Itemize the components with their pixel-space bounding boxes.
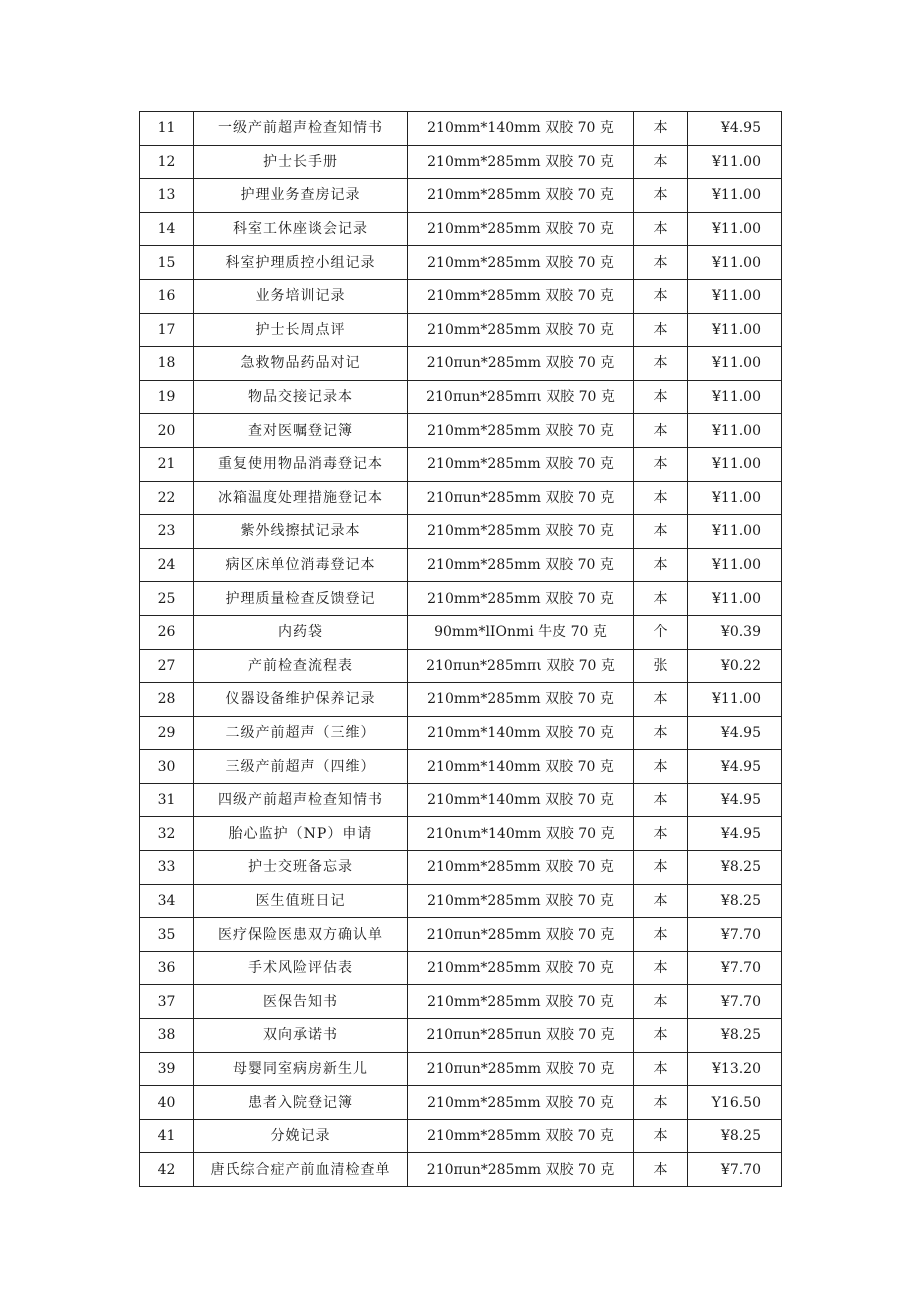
price-cell: ¥11.00 <box>688 548 782 582</box>
table-row <box>140 750 782 784</box>
price-cell: ¥11.00 <box>688 313 782 347</box>
item-name-cell: 手术风险评估表 <box>194 951 408 985</box>
unit-cell: 本 <box>634 145 688 179</box>
unit-cell: 本 <box>634 951 688 985</box>
price-cell: Y16.50 <box>688 1086 782 1120</box>
table-row <box>140 447 782 481</box>
row-number-cell: 14 <box>140 212 194 246</box>
table-row <box>140 313 782 347</box>
price-cell: ¥11.00 <box>688 279 782 313</box>
spec-cell: 210πun*285mm 双胶 70 克 <box>408 347 634 381</box>
row-number-cell: 21 <box>140 447 194 481</box>
table-row <box>140 884 782 918</box>
unit-cell: 本 <box>634 582 688 616</box>
unit-cell: 本 <box>634 112 688 146</box>
item-name-cell: 四级产前超声检查知情书 <box>194 783 408 817</box>
item-name-cell: 紫外线擦拭记录本 <box>194 515 408 549</box>
item-name-cell: 胎心监护（NP）申请 <box>194 817 408 851</box>
item-name-cell: 业务培训记录 <box>194 279 408 313</box>
table-row <box>140 582 782 616</box>
unit-cell: 本 <box>634 279 688 313</box>
item-name-cell: 科室工休座谈会记录 <box>194 212 408 246</box>
price-cell: ¥11.00 <box>688 246 782 280</box>
unit-cell: 本 <box>634 817 688 851</box>
row-number-cell: 23 <box>140 515 194 549</box>
row-number-cell: 22 <box>140 481 194 515</box>
unit-cell: 本 <box>634 246 688 280</box>
item-name-cell: 母婴同室病房新生儿 <box>194 1052 408 1086</box>
price-cell: ¥4.95 <box>688 112 782 146</box>
row-number-cell: 13 <box>140 179 194 213</box>
unit-cell: 本 <box>634 985 688 1019</box>
row-number-cell: 19 <box>140 380 194 414</box>
spec-cell: 210mm*285mm 双胶 70 克 <box>408 246 634 280</box>
row-number-cell: 12 <box>140 145 194 179</box>
row-number-cell: 11 <box>140 112 194 146</box>
item-name-cell: 二级产前超声（三维） <box>194 716 408 750</box>
item-name-cell: 物品交接记录本 <box>194 380 408 414</box>
spec-cell: 210πun*285mπι 双胶 70 克 <box>408 649 634 683</box>
item-name-cell: 查对医嘱登记簿 <box>194 414 408 448</box>
table-row <box>140 615 782 649</box>
price-cell: ¥7.70 <box>688 918 782 952</box>
unit-cell: 张 <box>634 649 688 683</box>
row-number-cell: 31 <box>140 783 194 817</box>
unit-cell: 本 <box>634 1019 688 1053</box>
table-row <box>140 481 782 515</box>
row-number-cell: 33 <box>140 851 194 885</box>
unit-cell: 本 <box>634 447 688 481</box>
price-cell: ¥11.00 <box>688 515 782 549</box>
table-row <box>140 951 782 985</box>
spec-cell: 210mm*140mm 双胶 70 克 <box>408 112 634 146</box>
spec-cell: 210mm*285mm 双胶 70 克 <box>408 985 634 1019</box>
item-name-cell: 护理质量检查反馈登记 <box>194 582 408 616</box>
price-cell: ¥8.25 <box>688 851 782 885</box>
row-number-cell: 25 <box>140 582 194 616</box>
unit-cell: 本 <box>634 884 688 918</box>
unit-cell: 本 <box>634 414 688 448</box>
price-cell: ¥8.25 <box>688 1019 782 1053</box>
table-row <box>140 548 782 582</box>
spec-cell: 210mm*285mm 双胶 70 克 <box>408 884 634 918</box>
spec-cell: 210nιm*140mm 双胶 70 克 <box>408 817 634 851</box>
price-cell: ¥11.00 <box>688 145 782 179</box>
price-cell: ¥4.95 <box>688 716 782 750</box>
item-name-cell: 护士长手册 <box>194 145 408 179</box>
unit-cell: 本 <box>634 750 688 784</box>
row-number-cell: 42 <box>140 1153 194 1187</box>
row-number-cell: 30 <box>140 750 194 784</box>
table-row <box>140 1019 782 1053</box>
spec-cell: 210πun*285πun 双胶 70 克 <box>408 1019 634 1053</box>
table-row <box>140 985 782 1019</box>
spec-cell: 210mm*285mm 双胶 70 克 <box>408 212 634 246</box>
spec-cell: 90mm*lIOnmi 牛皮 70 克 <box>408 615 634 649</box>
unit-cell: 本 <box>634 212 688 246</box>
spec-cell: 210mm*285mm 双胶 70 克 <box>408 582 634 616</box>
table-row <box>140 279 782 313</box>
row-number-cell: 17 <box>140 313 194 347</box>
table-row <box>140 817 782 851</box>
row-number-cell: 26 <box>140 615 194 649</box>
unit-cell: 本 <box>634 783 688 817</box>
table-row <box>140 649 782 683</box>
row-number-cell: 29 <box>140 716 194 750</box>
item-name-cell: 分娩记录 <box>194 1119 408 1153</box>
item-name-cell: 医生值班日记 <box>194 884 408 918</box>
spec-cell: 210mm*285mm 双胶 70 克 <box>408 145 634 179</box>
table-row <box>140 212 782 246</box>
row-number-cell: 39 <box>140 1052 194 1086</box>
spec-cell: 210mm*285mm 双胶 70 克 <box>408 1119 634 1153</box>
price-cell: ¥7.70 <box>688 951 782 985</box>
row-number-cell: 28 <box>140 683 194 717</box>
item-name-cell: 护士长周点评 <box>194 313 408 347</box>
row-number-cell: 41 <box>140 1119 194 1153</box>
table-row <box>140 246 782 280</box>
unit-cell: 本 <box>634 548 688 582</box>
item-name-cell: 仪器设备维护保养记录 <box>194 683 408 717</box>
price-cell: ¥13.20 <box>688 1052 782 1086</box>
table-row <box>140 1119 782 1153</box>
item-name-cell: 双向承诺书 <box>194 1019 408 1053</box>
unit-cell: 本 <box>634 313 688 347</box>
price-cell: ¥7.70 <box>688 985 782 1019</box>
table-row <box>140 716 782 750</box>
table-row <box>140 683 782 717</box>
spec-cell: 210mm*285mm 双胶 70 克 <box>408 1086 634 1120</box>
price-cell: ¥4.95 <box>688 817 782 851</box>
row-number-cell: 40 <box>140 1086 194 1120</box>
price-cell: ¥11.00 <box>688 447 782 481</box>
table-row <box>140 112 782 146</box>
price-cell: ¥7.70 <box>688 1153 782 1187</box>
price-cell: ¥11.00 <box>688 212 782 246</box>
unit-cell: 本 <box>634 481 688 515</box>
table-row <box>140 380 782 414</box>
table-row <box>140 1052 782 1086</box>
spec-cell: 210πun*285mπι 双胶 70 克 <box>408 380 634 414</box>
item-name-cell: 医疗保险医患双方确认单 <box>194 918 408 952</box>
unit-cell: 本 <box>634 851 688 885</box>
price-cell: ¥11.00 <box>688 414 782 448</box>
spec-cell: 210mm*285mm 双胶 70 克 <box>408 951 634 985</box>
row-number-cell: 18 <box>140 347 194 381</box>
price-cell: ¥4.95 <box>688 750 782 784</box>
spec-cell: 210mm*285mm 双胶 70 克 <box>408 548 634 582</box>
table-row <box>140 851 782 885</box>
price-cell: ¥8.25 <box>688 1119 782 1153</box>
item-name-cell: 产前检查流程表 <box>194 649 408 683</box>
spec-cell: 210mm*285mm 双胶 70 克 <box>408 683 634 717</box>
table-row <box>140 783 782 817</box>
price-cell: ¥11.00 <box>688 582 782 616</box>
row-number-cell: 16 <box>140 279 194 313</box>
unit-cell: 个 <box>634 615 688 649</box>
spec-cell: 210mm*140mm 双胶 70 克 <box>408 783 634 817</box>
spec-cell: 210πun*285mm 双胶 70 克 <box>408 481 634 515</box>
price-cell: ¥11.00 <box>688 683 782 717</box>
price-cell: ¥11.00 <box>688 347 782 381</box>
item-name-cell: 重复使用物品消毒登记本 <box>194 447 408 481</box>
row-number-cell: 38 <box>140 1019 194 1053</box>
row-number-cell: 34 <box>140 884 194 918</box>
spec-cell: 210mm*140mm 双胶 70 克 <box>408 750 634 784</box>
spec-cell: 210πun*285mm 双胶 70 克 <box>408 1153 634 1187</box>
spec-cell: 210mm*140mm 双胶 70 克 <box>408 716 634 750</box>
price-cell: ¥0.39 <box>688 615 782 649</box>
table-row <box>140 414 782 448</box>
document-page <box>139 111 782 1187</box>
table-row <box>140 918 782 952</box>
unit-cell: 本 <box>634 1086 688 1120</box>
table-body <box>140 112 782 1187</box>
table-row <box>140 515 782 549</box>
item-name-cell: 科室护理质控小组记录 <box>194 246 408 280</box>
spec-cell: 210mm*285mm 双胶 70 克 <box>408 515 634 549</box>
unit-cell: 本 <box>634 1052 688 1086</box>
price-cell: ¥0.22 <box>688 649 782 683</box>
row-number-cell: 24 <box>140 548 194 582</box>
unit-cell: 本 <box>634 1119 688 1153</box>
unit-cell: 本 <box>634 515 688 549</box>
table-row <box>140 179 782 213</box>
item-name-cell: 护理业务查房记录 <box>194 179 408 213</box>
price-list-table <box>139 111 782 1187</box>
price-cell: ¥4.95 <box>688 783 782 817</box>
spec-cell: 210mm*285mm 双胶 70 克 <box>408 414 634 448</box>
price-cell: ¥11.00 <box>688 179 782 213</box>
item-name-cell: 冰箱温度处理措施登记本 <box>194 481 408 515</box>
unit-cell: 本 <box>634 918 688 952</box>
item-name-cell: 病区床单位消毒登记本 <box>194 548 408 582</box>
unit-cell: 本 <box>634 347 688 381</box>
item-name-cell: 患者入院登记簿 <box>194 1086 408 1120</box>
item-name-cell: 护士交班备忘录 <box>194 851 408 885</box>
item-name-cell: 唐氏综合症产前血清检查单 <box>194 1153 408 1187</box>
table-row <box>140 1086 782 1120</box>
row-number-cell: 37 <box>140 985 194 1019</box>
item-name-cell: 内药袋 <box>194 615 408 649</box>
price-cell: ¥8.25 <box>688 884 782 918</box>
price-cell: ¥11.00 <box>688 481 782 515</box>
spec-cell: 210mm*285mm 双胶 70 克 <box>408 179 634 213</box>
item-name-cell: 急救物品药品对记 <box>194 347 408 381</box>
row-number-cell: 36 <box>140 951 194 985</box>
unit-cell: 本 <box>634 683 688 717</box>
row-number-cell: 27 <box>140 649 194 683</box>
unit-cell: 本 <box>634 380 688 414</box>
item-name-cell: 一级产前超声检查知情书 <box>194 112 408 146</box>
spec-cell: 210πun*285mm 双胶 70 克 <box>408 1052 634 1086</box>
unit-cell: 本 <box>634 179 688 213</box>
spec-cell: 210mm*285mm 双胶 70 克 <box>408 279 634 313</box>
row-number-cell: 15 <box>140 246 194 280</box>
table-row <box>140 1153 782 1187</box>
unit-cell: 本 <box>634 1153 688 1187</box>
spec-cell: 210mm*285mm 双胶 70 克 <box>408 313 634 347</box>
spec-cell: 210mm*285mm 双胶 70 克 <box>408 851 634 885</box>
item-name-cell: 三级产前超声（四维） <box>194 750 408 784</box>
unit-cell: 本 <box>634 716 688 750</box>
spec-cell: 210πun*285mm 双胶 70 克 <box>408 918 634 952</box>
row-number-cell: 32 <box>140 817 194 851</box>
row-number-cell: 20 <box>140 414 194 448</box>
row-number-cell: 35 <box>140 918 194 952</box>
table-row <box>140 347 782 381</box>
spec-cell: 210mm*285mm 双胶 70 克 <box>408 447 634 481</box>
item-name-cell: 医保告知书 <box>194 985 408 1019</box>
table-row <box>140 145 782 179</box>
price-cell: ¥11.00 <box>688 380 782 414</box>
